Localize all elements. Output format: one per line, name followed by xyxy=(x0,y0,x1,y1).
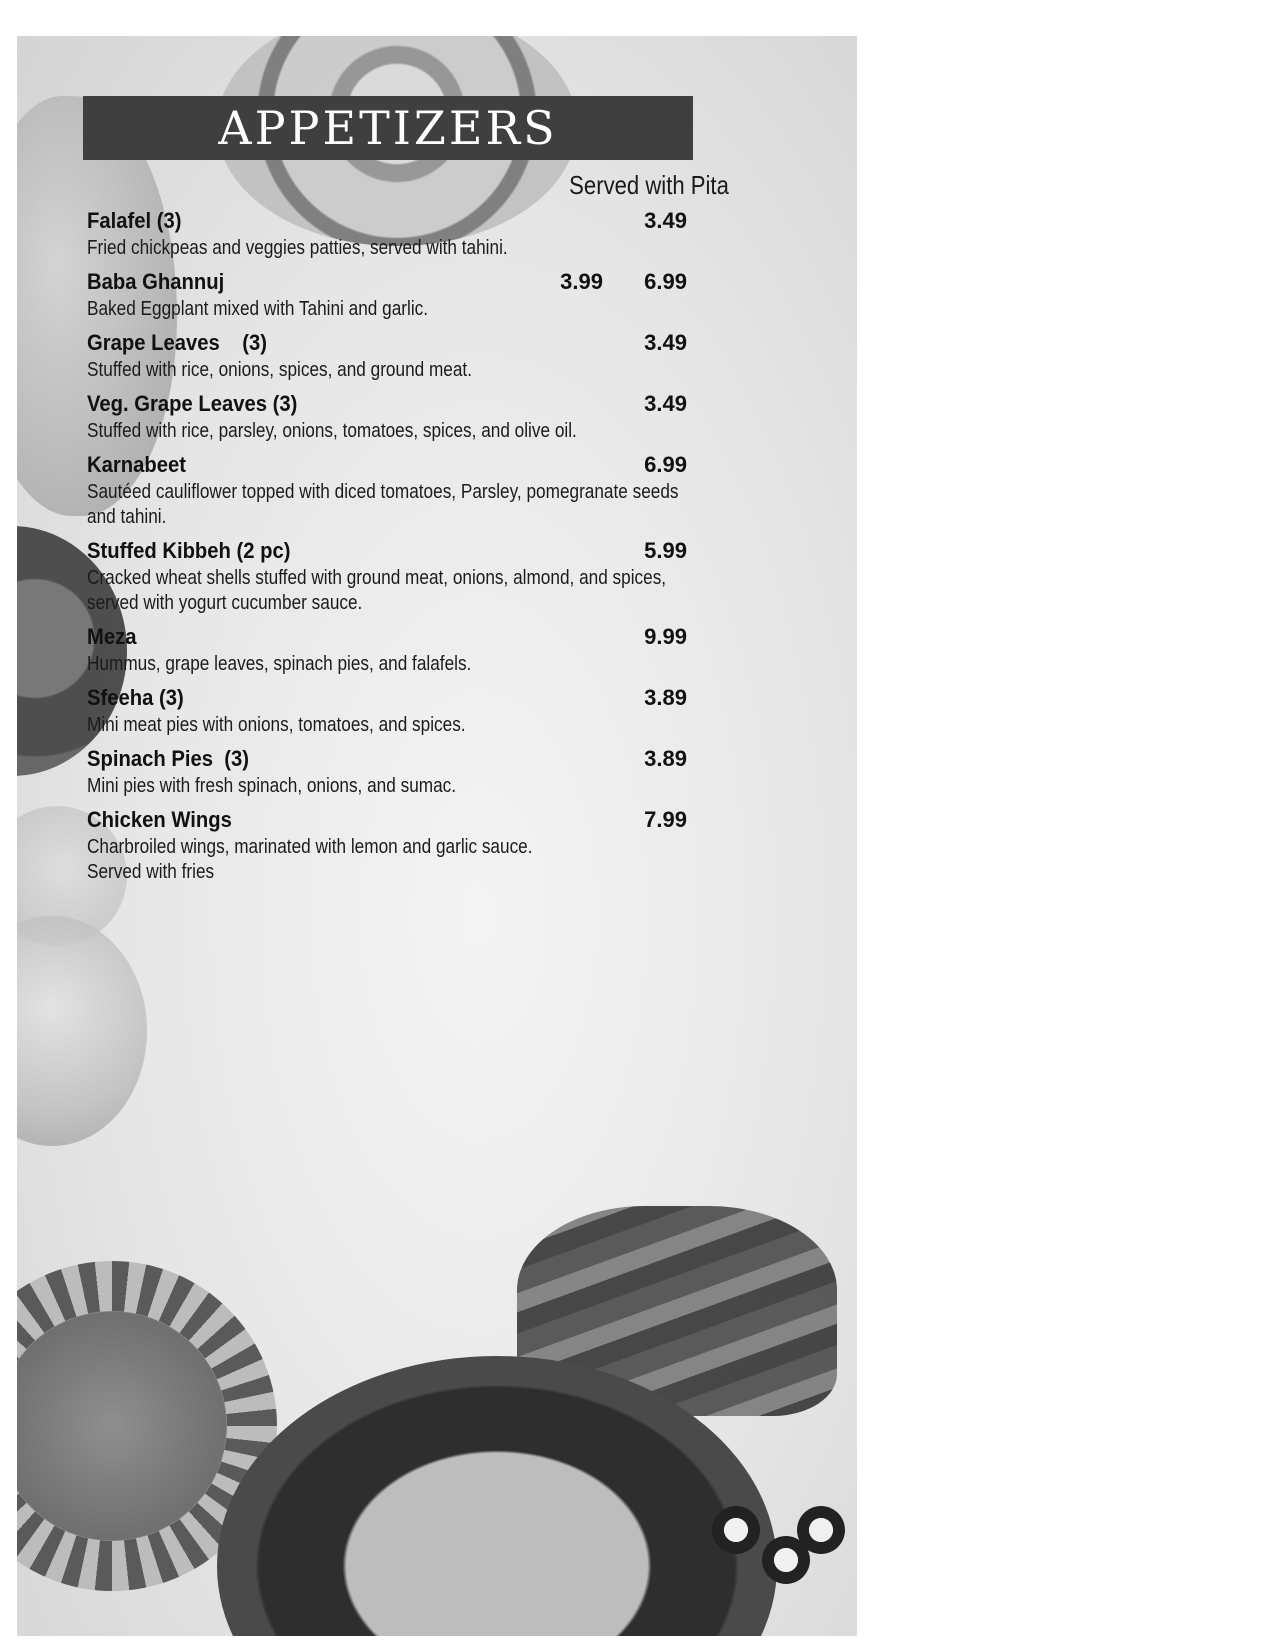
item-description: Baked Eggplant mixed with Tahini and garlic. xyxy=(87,298,429,320)
olive-image xyxy=(712,1506,760,1554)
item-price: 7.99 xyxy=(644,807,687,832)
item-description: Mini meat pies with onions, tomatoes, and spices. xyxy=(87,714,466,736)
item-price-small: 3.99 xyxy=(560,269,603,294)
item-name: Karnabeet xyxy=(87,452,186,477)
menu-item xyxy=(87,267,687,322)
item-description: Stuffed with rice, onions, spices, and ground meat. xyxy=(87,359,472,381)
menu-item xyxy=(87,328,687,383)
item-name: Veg. Grape Leaves (3) xyxy=(87,391,298,416)
onion-image xyxy=(17,916,147,1146)
menu-item xyxy=(87,206,687,261)
item-description: Mini pies with fresh spinach, onions, and sumac. xyxy=(87,775,457,797)
menu-item-list xyxy=(87,206,687,891)
item-name: Baba Ghannuj xyxy=(87,269,225,294)
item-price: 3.49 xyxy=(644,208,687,233)
menu-item xyxy=(87,744,687,799)
olive-image xyxy=(797,1506,845,1554)
menu-item xyxy=(87,805,687,885)
menu-item xyxy=(87,450,687,530)
item-description: Sautéed cauliflower topped with diced tomatoes, Parsley, pomegranate seeds and tahini. xyxy=(87,481,679,528)
item-price: 3.49 xyxy=(644,330,687,355)
item-price: 9.99 xyxy=(644,624,687,649)
menu-item xyxy=(87,683,687,738)
item-name: Meza xyxy=(87,624,137,649)
item-price: 6.99 xyxy=(644,452,687,477)
item-name: Spinach Pies (3) xyxy=(87,746,249,771)
item-description: Cracked wheat shells stuffed with ground meat, onions, almond, and spices, served with yogurt cucumber sauce. xyxy=(87,567,667,614)
item-description: Fried chickpeas and veggies patties, served with tahini. xyxy=(87,237,508,259)
item-name: Falafel (3) xyxy=(87,208,182,233)
item-description: Stuffed with rice, parsley, onions, tomatoes, spices, and olive oil. xyxy=(87,420,577,442)
item-name: Chicken Wings xyxy=(87,807,232,832)
menu-item xyxy=(87,536,687,616)
menu-item xyxy=(87,622,687,677)
section-title: APPETIZERS xyxy=(218,101,558,155)
item-price-large: 6.99 xyxy=(644,269,687,294)
menu-item xyxy=(87,389,687,444)
item-name: Grape Leaves (3) xyxy=(87,330,268,355)
item-description: Hummus, grape leaves, spinach pies, and falafels. xyxy=(87,653,472,675)
item-price: 3.89 xyxy=(644,685,687,710)
item-name: Stuffed Kibbeh (2 pc) xyxy=(87,538,291,563)
item-name: Sfeeha (3) xyxy=(87,685,184,710)
item-price: 3.89 xyxy=(644,746,687,771)
item-price: 5.99 xyxy=(644,538,687,563)
item-price: 3.49 xyxy=(644,391,687,416)
menu-page xyxy=(17,36,857,1636)
item-description: Charbroiled wings, marinated with lemon and garlic sauce. Served with fries xyxy=(87,836,533,883)
section-header xyxy=(83,96,693,160)
served-with-note: Served with Pita xyxy=(569,170,729,200)
